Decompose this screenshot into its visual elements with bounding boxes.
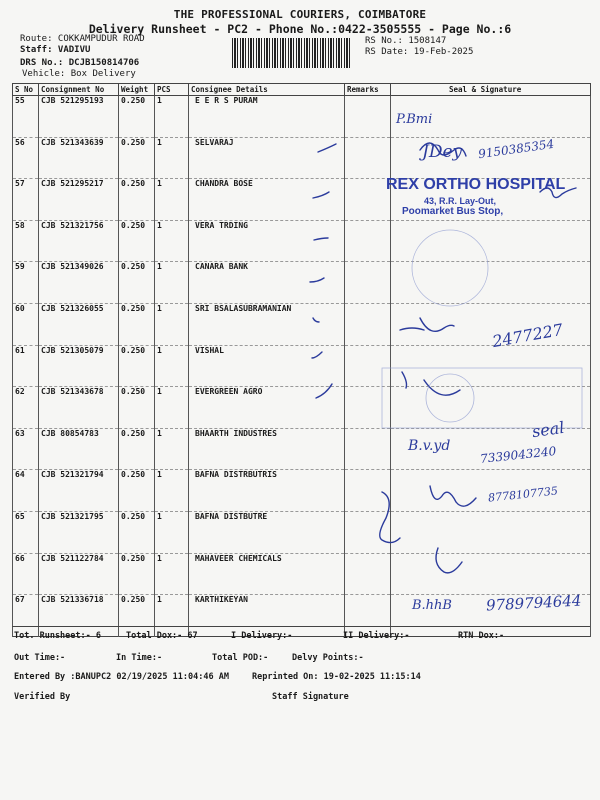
pcs-cell: 1 [155,303,189,345]
stamp-seal-ring [412,230,488,306]
delvy-points: Delvy Points:- [292,653,364,663]
pcs-cell: 1 [155,345,189,387]
consignment-cell: CJB 521295217 [39,179,119,221]
col-consignment: Consignment No [39,84,119,96]
weight-cell: 0.250 [119,220,155,262]
sno-cell: 67 [13,595,39,637]
sno-cell: 55 [13,96,39,138]
weight-cell: 0.250 [119,511,155,553]
handwritten-number: 2477227 [490,319,565,352]
consignment-cell: CJB 521321794 [39,470,119,512]
consignee-cell: BAFNA DISTRBUTRIS [189,470,345,512]
handwritten-phone: 7339043240 [479,444,557,466]
tot-runsheet: Tot. Runsheet:- 6 [14,631,101,641]
stamp-line2: Poomarket Bus Stop, [402,206,504,217]
signature-text: B.hhB [412,598,452,613]
consignment-cell: CJB 521295193 [39,96,119,138]
stamp-line1: 43, R.R. Lay-Out, [424,196,497,206]
route-info: Route: COKKAMPUDUR ROAD [20,34,145,44]
weight-cell: 0.250 [119,553,155,595]
remarks-tick [314,238,328,240]
consignee-cell: BAFNA DISTBUTRE [189,511,345,553]
sno-cell: 59 [13,262,39,304]
total-dox: Total Dox:- 67 [126,631,198,641]
remarks-tick [313,318,319,322]
consignment-cell: CJB 521343678 [39,387,119,429]
consignment-cell: CJB 521336718 [39,595,119,637]
pcs-cell: 1 [155,387,189,429]
weight-cell: 0.250 [119,137,155,179]
col-weight: Weight [119,84,155,96]
entered-by: Entered By :BANUPC2 02/19/2025 11:04:46 AM [14,672,229,682]
pcs-cell: 1 [155,511,189,553]
stamp-seal-ring [426,374,474,422]
consignee-cell: CHANDRA BOSE [189,179,345,221]
sno-cell: 66 [13,553,39,595]
total-pod: Total POD:- [212,653,269,663]
weight-cell: 0.250 [119,345,155,387]
handwritten-phone: 8778107735 [487,484,559,505]
remarks-tick [313,192,329,198]
consignee-cell: VERA TRDING [189,220,345,262]
remarks-tick [318,144,336,152]
sno-cell: 60 [13,303,39,345]
company-title: THE PROFESSIONAL COURIERS, COIMBATORE [173,8,427,21]
signature-text: JDey [422,142,463,162]
col-pcs: PCS [155,84,189,96]
pcs-cell: 1 [155,179,189,221]
pcs-cell: 1 [155,595,189,637]
pcs-cell: 1 [155,553,189,595]
sno-cell: 63 [13,428,39,470]
consignee-cell: CANARA BANK [189,262,345,304]
remarks-tick [312,352,322,358]
in-time: In Time:- [116,653,163,663]
consignment-cell: CJB 521326055 [39,303,119,345]
col-sno: S No [13,84,39,96]
weight-cell: 0.250 [119,595,155,637]
col-consignee: Consignee Details [189,84,345,96]
pcs-cell: 1 [155,137,189,179]
consignee-cell: E E R S PURAM [189,96,345,138]
remarks-tick [310,278,324,282]
sno-cell: 58 [13,220,39,262]
consignee-cell: KARTHIKEYAN [189,595,345,637]
col-remarks: Remarks [345,84,391,96]
weight-cell: 0.250 [119,262,155,304]
drs-number: DRS No.: DCJB150814706 [20,58,140,68]
pcs-cell: 1 [155,262,189,304]
consignee-cell: SELVARAJ [189,137,345,179]
out-time: Out Time:- [14,653,66,663]
consignee-cell: MAHAVEER CHEMICALS [189,553,345,595]
weight-cell: 0.250 [119,470,155,512]
consignment-cell: CJB 521305079 [39,345,119,387]
rtn-dox: RTN Dox:- [458,631,505,641]
consignee-cell: EVERGREEN AGRO [189,387,345,429]
staff-info: Staff: VADIVU [20,45,91,55]
signature-stroke [436,548,462,573]
verified-by: Verified By [14,692,71,702]
staff-signature: Staff Signature [272,692,349,702]
col-seal: Seal & Signature [391,84,591,96]
stamp-name: REX ORTHO HOSPITAL [386,176,566,193]
weight-cell: 0.250 [119,387,155,429]
rs-number: RS No.: 1508147 [365,36,447,46]
consignment-cell: CJB 80854783 [39,428,119,470]
consignment-cell: CJB 521349026 [39,262,119,304]
handwritten-word: seal [530,417,566,442]
rs-date: RS Date: 19-Feb-2025 [365,47,474,57]
consignment-cell: CJB 521343639 [39,137,119,179]
sno-cell: 56 [13,137,39,179]
pcs-cell: 1 [155,96,189,138]
weight-cell: 0.250 [119,428,155,470]
reprinted-on: Reprinted On: 19-02-2025 11:15:14 [252,672,421,682]
pcs-cell: 1 [155,220,189,262]
weight-cell: 0.250 [119,96,155,138]
signature-stroke [400,318,454,331]
consignment-cell: CJB 521321795 [39,511,119,553]
ii-delivery: II Delivery:- [343,631,410,641]
consignment-cell: CJB 521122784 [39,553,119,595]
i-delivery: I Delivery:- [231,631,293,641]
runsheet-subtitle: Delivery Runsheet - PC2 - Phone No.:0422-3505555 - Page No.:6 [88,22,512,36]
consignee-cell: VISHAL [189,345,345,387]
handwritten-phone: 9150385354 [477,136,555,162]
consignment-cell: CJB 521321756 [39,220,119,262]
weight-cell: 0.250 [119,179,155,221]
pcs-cell: 1 [155,428,189,470]
consignee-cell: SRI BSALASUBRAMANIAN [189,303,345,345]
vehicle-info: Vehicle: Box Delivery [22,69,136,79]
handwritten-phone: 9789794644 [485,591,582,615]
consignee-cell: BHAARTH INDUSTRES [189,428,345,470]
weight-cell: 0.250 [119,303,155,345]
pcs-cell: 1 [155,470,189,512]
sno-cell: 65 [13,511,39,553]
sno-cell: 61 [13,345,39,387]
signature-text: P.Bmi [396,112,433,127]
sno-cell: 62 [13,387,39,429]
sno-cell: 57 [13,179,39,221]
signature-stroke [430,486,476,506]
signature-stroke [380,492,400,543]
sno-cell: 64 [13,470,39,512]
signature-text: B.v.yd [408,438,451,454]
remarks-tick [316,384,332,398]
